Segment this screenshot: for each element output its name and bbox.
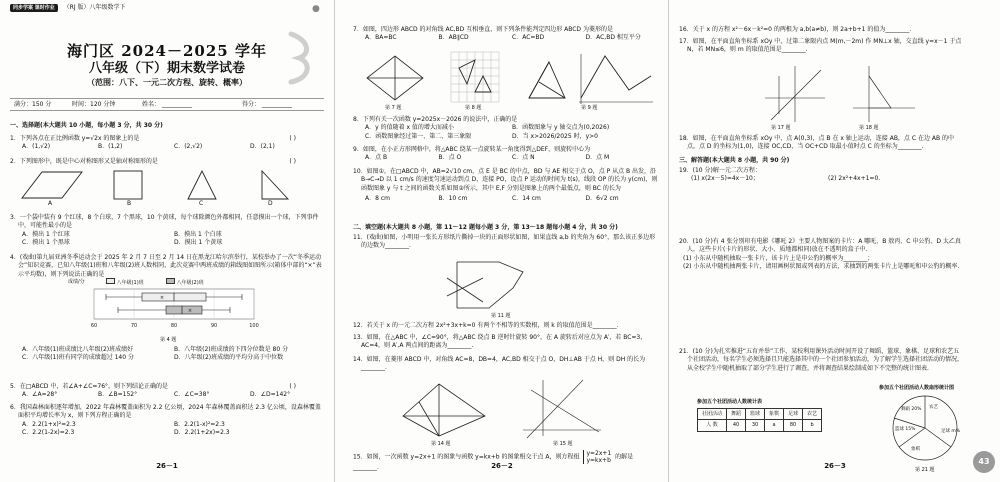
legend-series-1: 八年级(1)班: [106, 278, 144, 287]
fig-caption-21: 第 21 题: [915, 467, 935, 473]
option-b[interactable]: B．点 O: [438, 154, 462, 162]
page-1: [0, 0, 334, 482]
option-a[interactable]: A．点 B: [365, 154, 388, 162]
option-c[interactable]: C．摸出 1 个黑球: [22, 239, 70, 247]
options: [10, 231, 326, 248]
question-stem: 8．下列有关一次函数 y=2025x－2026 的说法中，正确的是: [353, 116, 518, 123]
option-a[interactable]: A．2.2(1+x)²=2.3: [22, 420, 76, 428]
options: [353, 195, 659, 203]
fig-caption: 第 4 题: [160, 337, 177, 343]
full-score: 满分：150 分: [14, 101, 52, 108]
option-c[interactable]: C．14 cm: [512, 195, 541, 203]
fig-caption-17: 第 17 题: [771, 125, 791, 131]
section-3-heading: 三、解答题(本大题共 8 小题，共 90 分): [679, 157, 790, 164]
question-19: [679, 167, 965, 184]
option-d[interactable]: D: [268, 200, 273, 207]
question-14: [353, 356, 659, 373]
question-1: [10, 135, 326, 152]
question-stem: 10．如图①，在□ABCD 中，AB=2√10 cm，点 E 是 BC 的中点，BD 与 AE 相交于点 O，点 P 从点 B 出发，沿 B→C→D 以 1 cm/s 的速度匀速运动到点 D，连接 PO，设点 P 运动的时间为 t(s)，线段 OP 的长为 y(cm)，则函数图象 y 与 t 之间的函数关系如图②所示，其中 E,F 分别是图象上的两个最低点，则 BC 的长为: [353, 168, 658, 192]
question-12: [353, 322, 659, 330]
page-2: [334, 0, 669, 482]
table-cell: 农艺: [803, 409, 822, 420]
option-d[interactable]: D．八年级(2)班成绩的平均分高于中位数: [174, 354, 284, 362]
part-1: (1) x(2x－5)=4x－10；: [691, 175, 759, 183]
fig-caption-15: 第 15 题: [553, 441, 573, 447]
question-stem: 17．如图，在平面直角坐标系 xOy 中，过第二象限内点 M(m,－2m) 作 MN⊥x 轴，交直线 y=x－1 于点 N，若 MN≤6，则 m 的取值范围是________.: [679, 38, 962, 54]
question-4: [10, 254, 326, 362]
fig-caption-14: 第 14 题: [431, 441, 451, 447]
edition-label: （RJ 版）八年级数学下: [63, 4, 126, 11]
option-c[interactable]: C: [199, 200, 204, 207]
question-7: [353, 26, 659, 43]
name-label: 姓名：: [142, 101, 161, 108]
question-stem: 14．如图，在菱形 ABCD 中，对角线 AC=8，DB=4，AC,BD 相交于点 O，DH⊥AB 于点 H，则 DH 的长为________.: [353, 356, 646, 372]
q4-boxplot-chart: [70, 287, 260, 335]
name-field[interactable]: __________: [162, 101, 192, 108]
fig-caption-18: 第 18 题: [859, 125, 879, 131]
page-2-body: [353, 26, 659, 471]
part-2: (2) 小东从中随机抽两张卡片，请用画树状图或列表的方法，求抽到的两张卡片上是哪吒和申公豹的概率.: [683, 263, 960, 271]
table-cell: 40: [727, 420, 746, 431]
table-cell: 人 数: [698, 420, 727, 431]
tick-label: 90: [210, 323, 218, 329]
pie-label-basketball: 篮球 15%: [895, 427, 916, 432]
tick-label: 70: [130, 323, 138, 329]
score-field[interactable]: __________: [262, 101, 292, 108]
sub-parts: [679, 175, 965, 183]
table-cell: b: [803, 420, 822, 431]
triangle-shape: [188, 171, 216, 199]
option-b[interactable]: B．2.2(1-x)²=2.3: [174, 420, 225, 428]
option-d[interactable]: D．摸出 1 个黄球: [174, 239, 223, 247]
question-stem: 15．如图，一次函数 y=2x+1 的图象与函数 y=kx+b 的图象相交于点 A，则方程组: [353, 453, 580, 461]
question-9: [353, 146, 659, 163]
option-d[interactable]: D．AC,BD 相互平分: [585, 34, 641, 42]
option-a[interactable]: A．∠A=28°: [22, 391, 58, 399]
option-a[interactable]: A: [48, 200, 53, 207]
question-16: [679, 26, 965, 34]
options: [353, 124, 659, 141]
table-cell: 80: [784, 420, 803, 431]
options: [10, 143, 326, 151]
page-number: 26－1: [156, 462, 178, 470]
mean-marker: ×: [187, 308, 193, 314]
option-c[interactable]: C．(2,√2): [174, 143, 203, 151]
answer-blank[interactable]: ( ): [289, 135, 296, 142]
question-5: [10, 383, 326, 400]
option-a[interactable]: A．8 cm: [365, 195, 390, 203]
option-d[interactable]: D．2.2(1+2x)=2.3: [174, 429, 230, 437]
options: [10, 421, 326, 438]
pie-label-farming: 农艺: [929, 405, 938, 410]
table-cell: 社团活动: [698, 409, 727, 420]
question-stem: 20．(10 分)有 4 张分别印有电影《哪吒 2》主要人物图案的卡片：A 哪吒、B 敖丙、C 申公豹、D 太乙真人，这些卡片(卡片的形状、大小、质地都相同)放在不透明的盒子中.: [679, 238, 961, 254]
question-stem: 1．下列各点在正比例函数 y=√2x 的图象上的是: [10, 135, 140, 142]
table-cell: 30: [746, 420, 765, 431]
tick-label: 60: [90, 323, 98, 329]
box-2: [166, 306, 202, 314]
page-2-figures-row: [353, 48, 659, 110]
table-caption: 参加五个社团活动人数统计表: [697, 399, 763, 405]
question-6: [10, 404, 326, 438]
tick-label: 100: [249, 323, 259, 329]
option-b[interactable]: B．10 cm: [438, 195, 468, 203]
exam-scope: （范围：八下、一元二次方程、旋转、概率）: [87, 78, 247, 87]
table-cell: 足球: [784, 409, 803, 420]
question-stem: 2．下列图形中，既是中心对称图形又是轴对称图形的是: [10, 158, 158, 165]
question-stem: 4．(戏曲)第九届亚洲冬季运动会于 2025 年 2 月 7 日至 2 月 14 日在黑龙江哈尔滨举行，某校举办了一次“冬季运动会”知识竞赛，已知八年级(1)班和八年级(2)班人数相同，此次竞赛中两班成绩的箱线图如图所示(箱体中部的“×”表示平均数)，则下列说法正确的是: [10, 254, 322, 278]
table-cell: 象棋: [765, 409, 784, 420]
question-17: [679, 38, 965, 55]
page-1-body: [10, 122, 326, 472]
exam-title: 海门区 2024－2025 学年: [67, 42, 267, 60]
question-stem: 18．如图，在平面直角坐标系 xOy 中，点 A(0,3)，点 B 在 x 轴上运动，连接 AB，点 C 在边 AB 的中点，点 D 的坐标为(1,0)，连接 OC,CD，当 OC+CD 取最小值时点 C 的坐标为________.: [679, 135, 954, 151]
option-c[interactable]: C．2.2(1-2x)=2.3: [22, 429, 75, 437]
answer-blank[interactable]: ( ): [289, 158, 296, 165]
question-stem: 19．(10 分)解一元二次方程：: [679, 167, 761, 174]
header: [10, 4, 126, 12]
exam-meta-bar: [10, 98, 324, 111]
pie-caption: 参加五个社团活动人数扇形统计图: [879, 385, 955, 391]
option-a[interactable]: A．摸出 1 个红球: [22, 230, 70, 238]
question-20: [679, 238, 965, 272]
question-stem: 16．关于 x 的方程 x²－6x－k²=0 的两根为 a,b(a≠b)，则 2a+b+1 的值为________.: [679, 26, 912, 33]
option-d[interactable]: D．当 x>2026/2025 时，y>0: [512, 132, 598, 140]
question-2: [10, 158, 326, 207]
question-stem: 5．在□ABCD 中，若∠A+∠C=76°，则下列结论正确的是: [10, 383, 169, 390]
chart-axis-label: 成绩/分: [68, 279, 85, 285]
exam-subtitle: 八年级（下）期末数学试卷: [88, 61, 245, 76]
pie-label-dance: 舞蹈 20%: [901, 407, 922, 412]
parallelogram-shape: [22, 172, 82, 198]
page-3: [668, 0, 1000, 482]
option-b[interactable]: B: [127, 200, 132, 207]
q14-q15-figures: [393, 376, 613, 440]
page-number: 26－3: [824, 462, 846, 470]
option-c[interactable]: C．∠C=38°: [174, 391, 210, 399]
question-8: [353, 116, 659, 141]
options: [10, 391, 326, 399]
page-number: 26－2: [491, 462, 513, 470]
option-d[interactable]: D．6√2 cm: [585, 195, 619, 203]
fig-caption-11: 第 11 题: [491, 313, 511, 319]
question-stem: 11．(戏曲)如图，小明用一张长方形纸片撕掉一块的正面形状如图，如果直线 a,b 的夹角为 60°，那么该正多边形的边数为________.: [353, 234, 656, 250]
equation-system: y=2x+1 y=kx+b: [583, 450, 611, 464]
options: [353, 34, 659, 42]
page-badge: 43: [973, 451, 995, 473]
time-limit: 时间：120 分钟: [72, 101, 116, 108]
option-b[interactable]: B．AB∥CD: [438, 34, 469, 42]
question-stem: 9．如图，在小正方形网格中，将△ABC 绕某一点旋转某一角度得到△DEF，则旋转中心为: [353, 146, 591, 153]
answer-blank[interactable]: ( ): [289, 383, 296, 390]
option-b[interactable]: B．∠B=152°: [98, 391, 138, 399]
q17-q18-axes-figures: [759, 62, 919, 124]
question-stem: 7．如图，四边形 ABCD 的对角线 AC,BD 互相垂直，则下列条件能判定四边形 ABCD 为菱形的是: [353, 26, 613, 33]
option-a[interactable]: A．y 的值随着 x 值的增大而减小: [365, 124, 454, 132]
part-1: (1) 小东从中随机抽取一张卡片，该卡片上是申公豹的概率为________；: [683, 254, 874, 262]
option-a[interactable]: A．BA=BC: [365, 34, 397, 42]
question-stem: 3．一个袋中装有 9 个红球，8 个白球，7 个黑球，10 个黄球，每个球除颜色外都相同，任意摸出一个球，下列事件中，可能性最小的是: [10, 214, 319, 230]
option-d[interactable]: D．∠D=142°: [250, 391, 291, 399]
table-cell: 篮球: [746, 409, 765, 420]
option-d[interactable]: D．点 M: [585, 154, 610, 162]
options: [353, 154, 659, 162]
option-b[interactable]: B．函数图象与 y 轴交点为(0,2026): [512, 124, 610, 132]
tick-label: 80: [170, 323, 178, 329]
parallelogram-figure-1: [529, 62, 565, 98]
option-a[interactable]: A．(1,√2): [22, 143, 51, 151]
fig-caption-9: 第 9 题: [581, 105, 598, 111]
option-b[interactable]: B．摸出 1 个白球: [174, 230, 222, 238]
pie-label-football: 足球 m%: [941, 429, 961, 434]
question-stem: 12．若关于 x 的一元二次方程 2x²+3x+k=0 有两个不相等的实数根，则 k 的取值范围是________.: [353, 322, 619, 329]
table-row: [698, 420, 822, 431]
page-3-body: [679, 26, 965, 473]
option-c[interactable]: C．AC=BD: [512, 34, 545, 42]
table-cell: a: [765, 420, 784, 431]
right-triangle-shape: [262, 171, 288, 199]
option-a[interactable]: A．八年级(1)班成绩比八年级(2)班成绩好: [22, 346, 134, 353]
question-3: [10, 214, 326, 248]
question-stem: 13．如图，在△ABC 中，∠C=90°，将△ABC 绕点 B 逆时针旋转 90°，在 A 旋转后对应点为 A′，若 BC=3，AC=4，则 A′,A 两点间的距离为________.: [353, 334, 647, 350]
question-18: [679, 135, 965, 152]
fig-caption-8: 第 8 题: [465, 105, 482, 111]
option-c[interactable]: C．点 N: [512, 154, 535, 162]
score-label: 得分：: [242, 101, 261, 108]
question-11: [353, 234, 659, 251]
part-2: (2) 2x²+4x+1=0.: [828, 175, 881, 183]
fig-caption-7: 第 7 题: [385, 105, 402, 111]
option-d[interactable]: D．(2,1): [250, 143, 275, 151]
options: [10, 346, 326, 363]
logo: 同步学案 课时作业: [10, 4, 58, 12]
section-1-heading: 一、选择题(本大题共 10 小题，每小题 3 分，共 30 分): [10, 122, 163, 129]
question-21: [679, 348, 965, 373]
q11-paper-figure: [443, 258, 563, 312]
square-shape: [114, 171, 142, 199]
question-13: [353, 334, 659, 351]
option-c[interactable]: C．八年级(1)班有同学的成绩超过 140 分: [22, 354, 134, 362]
section-2-heading: 二、填空题(本大题共 8 小题，第 11～12 题每小题 3 分，第 13～18 题每小题 4 分，共 30 分): [353, 224, 618, 231]
option-b[interactable]: B．(1,2): [98, 143, 123, 151]
table-cell: 舞蹈: [727, 409, 746, 420]
question-10: [353, 168, 659, 204]
option-b[interactable]: B．八年级(2)班成绩的下四分位数是 80 分: [174, 346, 289, 353]
pin-icon: ●: [312, 4, 320, 14]
table-header-row: [698, 409, 822, 420]
question-stem: 6．我国森林面积逐年增加，2022 年森林覆盖面积为 2.2 亿公顷，2024 年森林覆盖面积达 2.3 亿公顷，设森林覆盖面积平均增长率为 x，则下列方程正确的是: [10, 404, 321, 420]
mean-marker: ×: [159, 295, 165, 301]
legend-series-2: 八年级(2)班: [166, 278, 204, 287]
question-stem: 21．(10 分)为扎实推进“五育并举”工作，某校利用课外活动时间开设了舞蹈、篮球、象棋、足球和农艺五个社团活动，每名学生必须选择且只能选择其中的一个社团参加活动，为了解学生选择社团活动的情况，从全校学生中随机抽取了部分学生进行了调查，并将调查结果绘制成如下不完整的统计图表.: [679, 348, 964, 372]
club-stats-table: [697, 408, 822, 432]
option-c[interactable]: C．函数图象经过第一、第二、第三象限: [365, 132, 472, 140]
question-tail: 的解是________.: [353, 453, 634, 471]
pie-label-chess: 象棋: [911, 447, 920, 452]
